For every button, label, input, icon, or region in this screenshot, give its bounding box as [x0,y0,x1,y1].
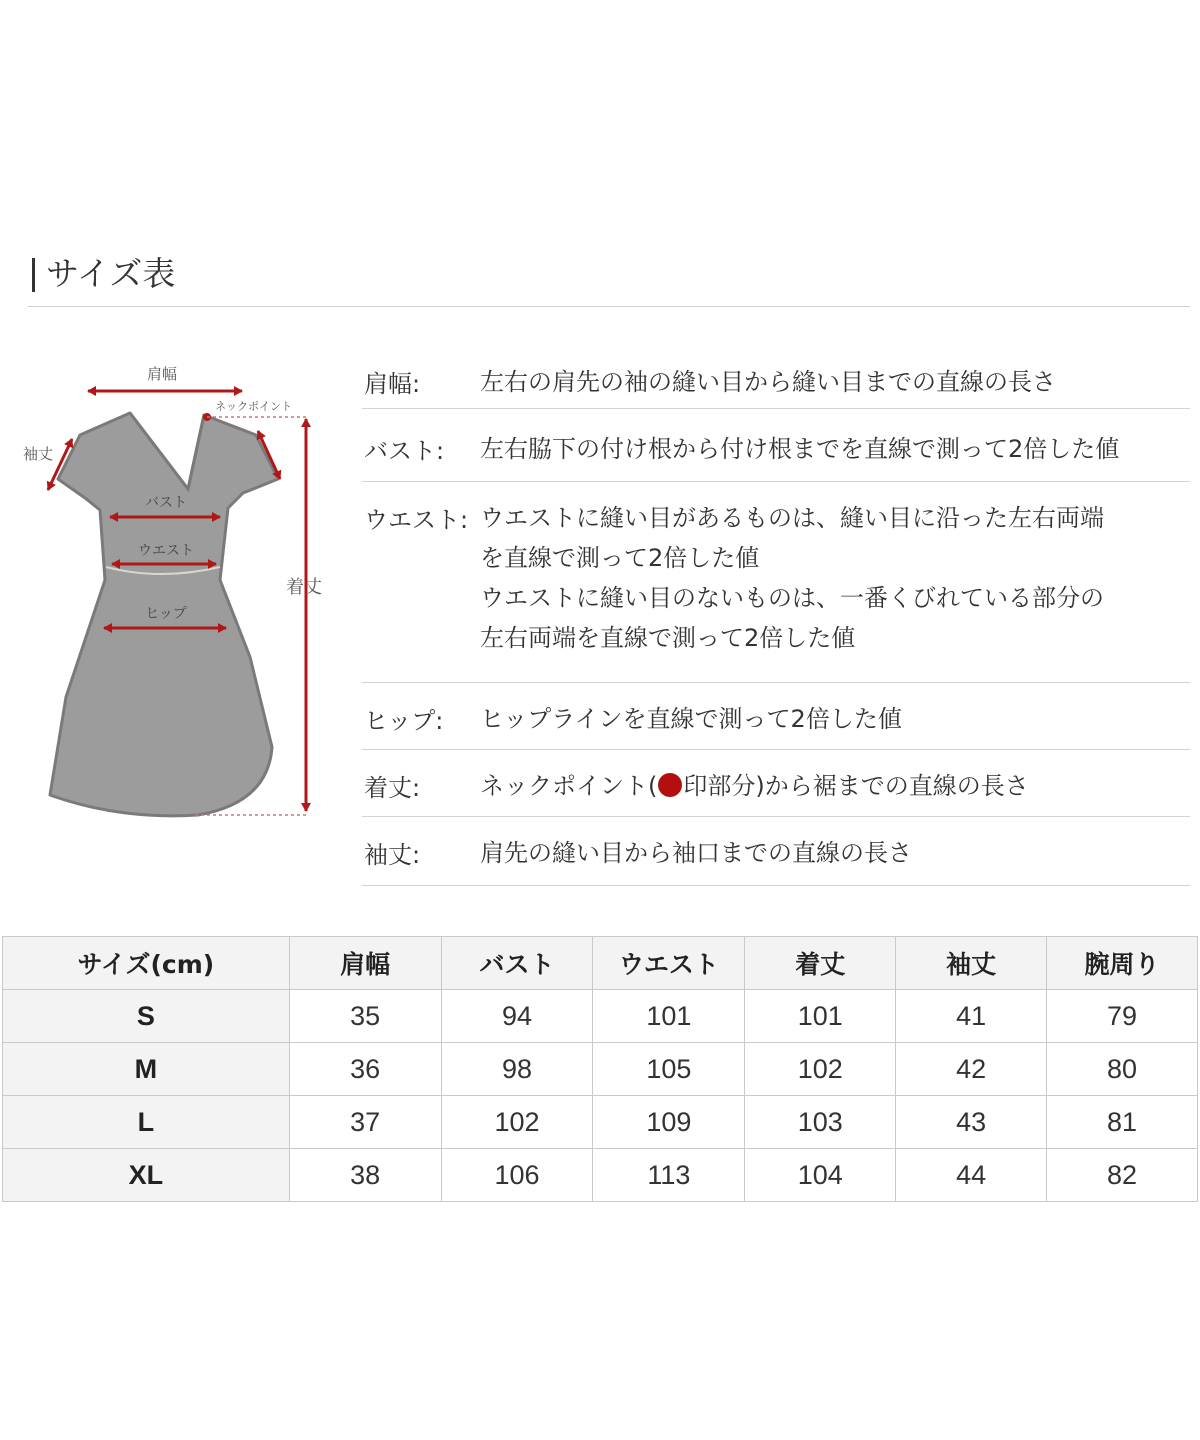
page-title: サイズ表 [46,254,176,293]
table-cell: 44 [896,1149,1047,1202]
size-cell: L [3,1096,290,1149]
sleeve-label: 袖丈 [22,445,54,463]
table-row [3,1149,1198,1202]
definition-text: ヒップラインを直線で測って2倍した値 [480,705,902,733]
definition-label: 着丈: [364,774,421,802]
table-cell: 101 [745,990,896,1043]
table-cell: 106 [441,1149,593,1202]
neck-point-label: ネックポイント [215,400,292,413]
table-cell: 35 [289,990,441,1043]
definition-label: ヒップ: [364,707,444,735]
bust-label: バスト [145,495,187,511]
table-cell: 109 [593,1096,745,1149]
table-cell: 36 [289,1043,441,1096]
definition-text [480,766,1029,806]
table-cell: 102 [441,1096,593,1149]
table-cell: 79 [1047,990,1198,1043]
definition-text: ウエストに縫い目のないものは、一番くびれている部分の [480,584,1104,612]
length-label: 着丈 [286,577,322,598]
table-cell: 104 [745,1149,896,1202]
column-header-sleeve: 袖丈 [896,937,1047,990]
table-cell: 81 [1047,1096,1198,1149]
table-cell: 113 [593,1149,745,1202]
title-accent-bar [32,258,35,292]
table-cell: 105 [593,1043,745,1096]
definition-waist [362,482,1190,683]
waist-label: ウエスト [138,543,194,559]
measurement-definitions [362,344,1190,886]
column-header-length: 着丈 [745,937,896,990]
table-cell: 94 [441,990,593,1043]
table-cell: 101 [593,990,745,1043]
hip-label: ヒップ [145,606,187,622]
definition-label: 肩幅: [364,370,421,398]
definition-text-pre: ネックポイント( [480,772,658,800]
column-header-arm: 腕周り [1047,937,1198,990]
definition-bust [362,409,1190,482]
size-table [2,936,1198,1202]
table-cell: 38 [289,1149,441,1202]
column-header-waist: ウエスト [593,937,745,990]
size-cell: S [3,990,290,1043]
definition-text: を直線で測って2倍した値 [480,544,760,572]
table-cell: 102 [745,1043,896,1096]
definition-sleeve [362,817,1190,886]
definition-text-post: 印部分)から裾までの直線の長さ [683,772,1029,800]
table-cell: 82 [1047,1149,1198,1202]
table-cell: 43 [896,1096,1047,1149]
table-header-row [3,937,1198,990]
table-cell: 41 [896,990,1047,1043]
definition-shoulder [362,344,1190,409]
table-cell: 42 [896,1043,1047,1096]
shoulder-label: 肩幅 [146,365,178,383]
column-header-bust: バスト [441,937,593,990]
table-row [3,1096,1198,1149]
table-row [3,1043,1198,1096]
definition-label: ウエスト: [364,506,469,534]
neck-point-dot-icon [658,773,682,797]
definition-text: 肩先の縫い目から袖口までの直線の長さ [480,839,912,867]
table-cell: 98 [441,1043,593,1096]
table-cell: 103 [745,1096,896,1149]
definition-label: 袖丈: [364,841,421,869]
definition-text: ウエストに縫い目があるものは、縫い目に沿った左右両端 [480,504,1104,532]
table-row [3,990,1198,1043]
column-header-shoulder: 肩幅 [289,937,441,990]
column-header-size: サイズ(cm) [3,937,290,990]
garment-diagram [10,355,350,825]
definition-label: バスト: [364,437,445,465]
definition-text: 左右の肩先の袖の縫い目から縫い目までの直線の長さ [480,368,1056,396]
definition-length [362,750,1190,817]
definition-hip [362,683,1190,750]
size-cell: M [3,1043,290,1096]
section-header [28,250,1190,307]
definition-text: 左右脇下の付け根から付け根までを直線で測って2倍した値 [480,435,1120,463]
table-cell: 37 [289,1096,441,1149]
definition-text: 左右両端を直線で測って2倍した値 [480,624,856,652]
table-cell: 80 [1047,1043,1198,1096]
size-cell: XL [3,1149,290,1202]
